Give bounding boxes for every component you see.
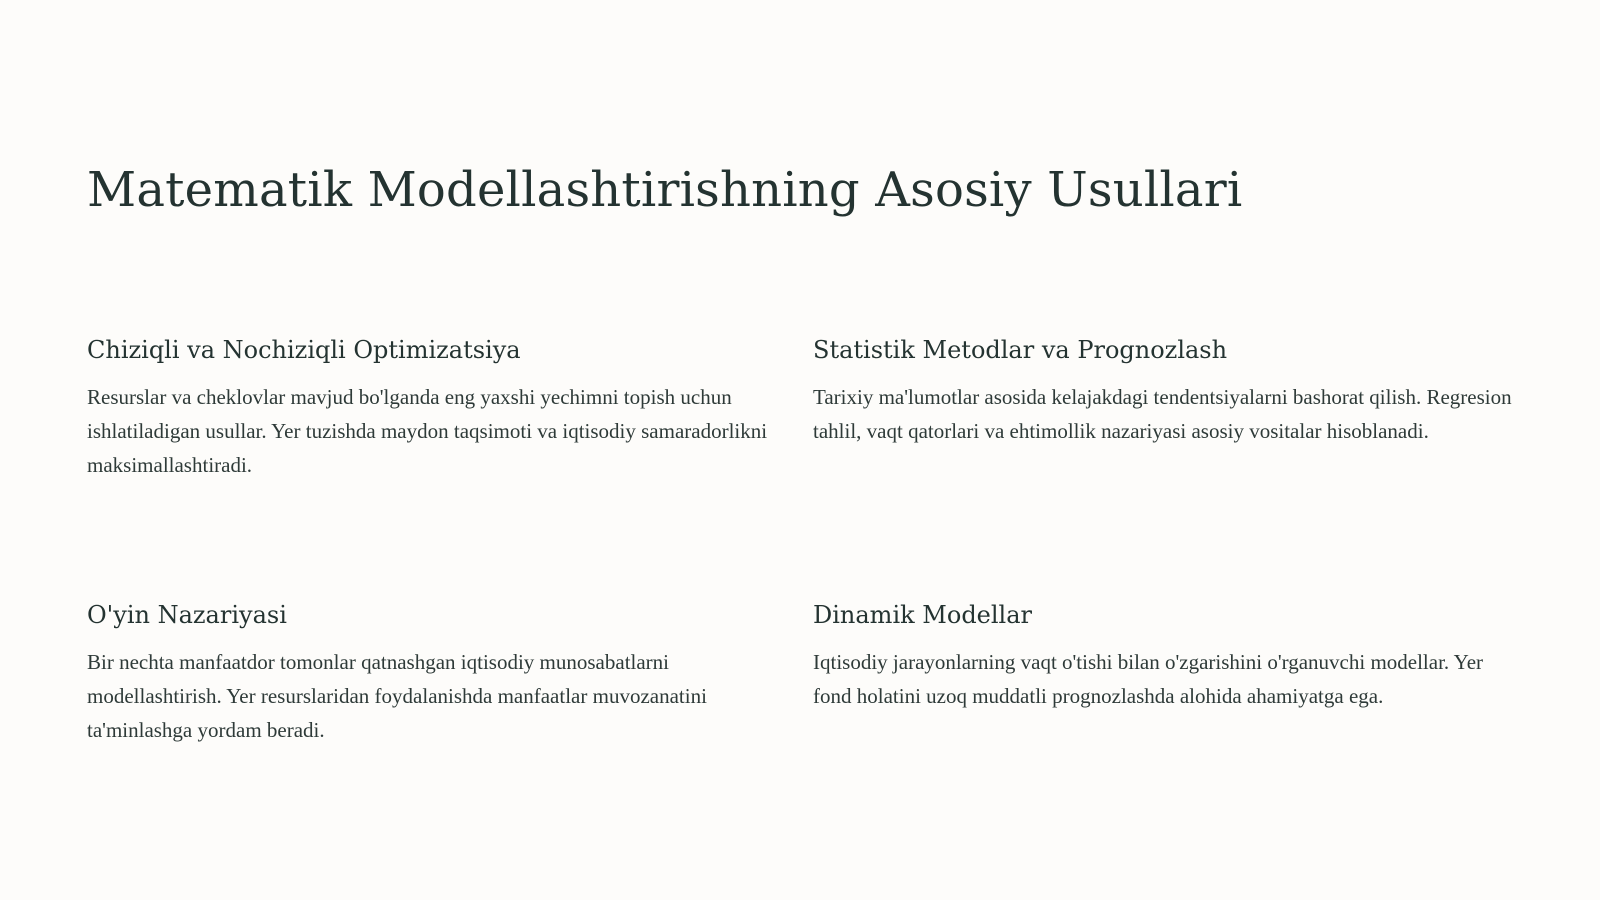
method-card-dynamic-models: [813, 599, 1527, 799]
method-card-game-theory: [87, 599, 813, 799]
slide-title: Matematik Modellashtirishning Asosiy Usullari: [87, 162, 1243, 218]
method-description: Resurslar va cheklovlar mavjud bo'lganda eng yaxshi yechimni topish uchun ishlatiladigan usullar. Yer tuzishda maydon taqsimoti va iqtisodiy samaradorlikni maksimallashtiradi.: [87, 385, 768, 477]
methods-grid: [87, 334, 1527, 799]
method-heading: O'yin Nazariyasi: [87, 601, 287, 629]
method-heading: Statistik Metodlar va Prognozlash: [813, 336, 1228, 364]
method-card-statistics: [813, 334, 1527, 599]
method-card-optimization: [87, 334, 813, 599]
method-description: Bir nechta manfaatdor tomonlar qatnashgan iqtisodiy munosabatlarni modellashtirish. Yer resurslaridan foydalanishda manfaatlar muvozanatini ta'minlashga yordam beradi.: [87, 650, 707, 742]
method-heading: Dinamik Modellar: [813, 601, 1033, 629]
method-description: Tarixiy ma'lumotlar asosida kelajakdagi tendentsiyalarni bashorat qilish. Regresion tahlil, vaqt qatorlari va ehtimollik nazariyasi asosiy vositalar hisoblanadi.: [813, 385, 1512, 443]
method-description: Iqtisodiy jarayonlarning vaqt o'tishi bilan o'zgarishini o'rganuvchi modellar. Yer fond holatini uzoq muddatli prognozlashda alohida ahamiyatga ega.: [813, 650, 1484, 708]
method-heading: Chiziqli va Nochiziqli Optimizatsiya: [87, 336, 521, 364]
